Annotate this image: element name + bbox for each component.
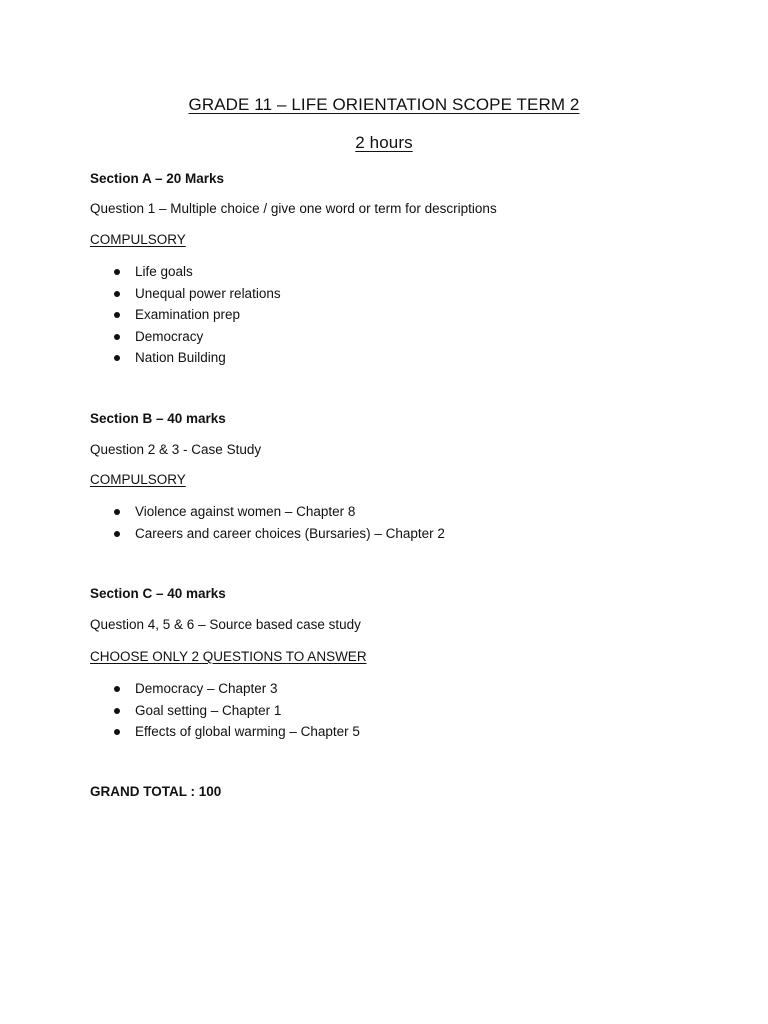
section-c-heading: Section C – 40 marks: [90, 586, 226, 601]
grand-total: GRAND TOTAL : 100: [90, 784, 222, 799]
duration: 2 hours: [355, 133, 413, 152]
section-c-requirement: CHOOSE ONLY 2 QUESTIONS TO ANSWER: [90, 649, 367, 664]
list-item: Democracy – Chapter 3: [90, 678, 360, 700]
section-a-question: Question 1 – Multiple choice / give one word or term for descriptions: [90, 201, 497, 216]
list-item: Life goals: [90, 261, 281, 283]
section-b-question: Question 2 & 3 - Case Study: [90, 442, 262, 457]
bullet-icon: [114, 269, 120, 275]
section-c-question: Question 4, 5 & 6 – Source based case study: [90, 617, 361, 632]
section-b-requirement: COMPULSORY: [90, 472, 186, 487]
document-title: GRADE 11 – LIFE ORIENTATION SCOPE TERM 2: [188, 95, 580, 114]
bullet-icon: [114, 312, 120, 318]
bullet-icon: [114, 708, 120, 714]
list-item: Careers and career choices (Bursaries) – Chapter 2: [90, 523, 445, 545]
section-a-topic-list: [90, 261, 281, 369]
bullet-icon: [114, 509, 120, 515]
section-b-topic-list: [90, 501, 445, 544]
bullet-icon: [114, 531, 120, 537]
list-item: Unequal power relations: [90, 283, 281, 305]
list-item: Goal setting – Chapter 1: [90, 700, 360, 722]
section-b-heading: Section B – 40 marks: [90, 411, 226, 426]
bullet-icon: [114, 334, 120, 340]
section-c-topic-list: [90, 678, 360, 743]
list-item: Nation Building: [90, 347, 281, 369]
section-a-requirement: COMPULSORY: [90, 232, 186, 247]
list-item: Examination prep: [90, 304, 281, 326]
list-item: Violence against women – Chapter 8: [90, 501, 445, 523]
bullet-icon: [114, 355, 120, 361]
bullet-icon: [114, 729, 120, 735]
bullet-icon: [114, 291, 120, 297]
section-a-heading: Section A – 20 Marks: [90, 171, 225, 186]
list-item: Effects of global warming – Chapter 5: [90, 721, 360, 743]
bullet-icon: [114, 686, 120, 692]
list-item: Democracy: [90, 326, 281, 348]
